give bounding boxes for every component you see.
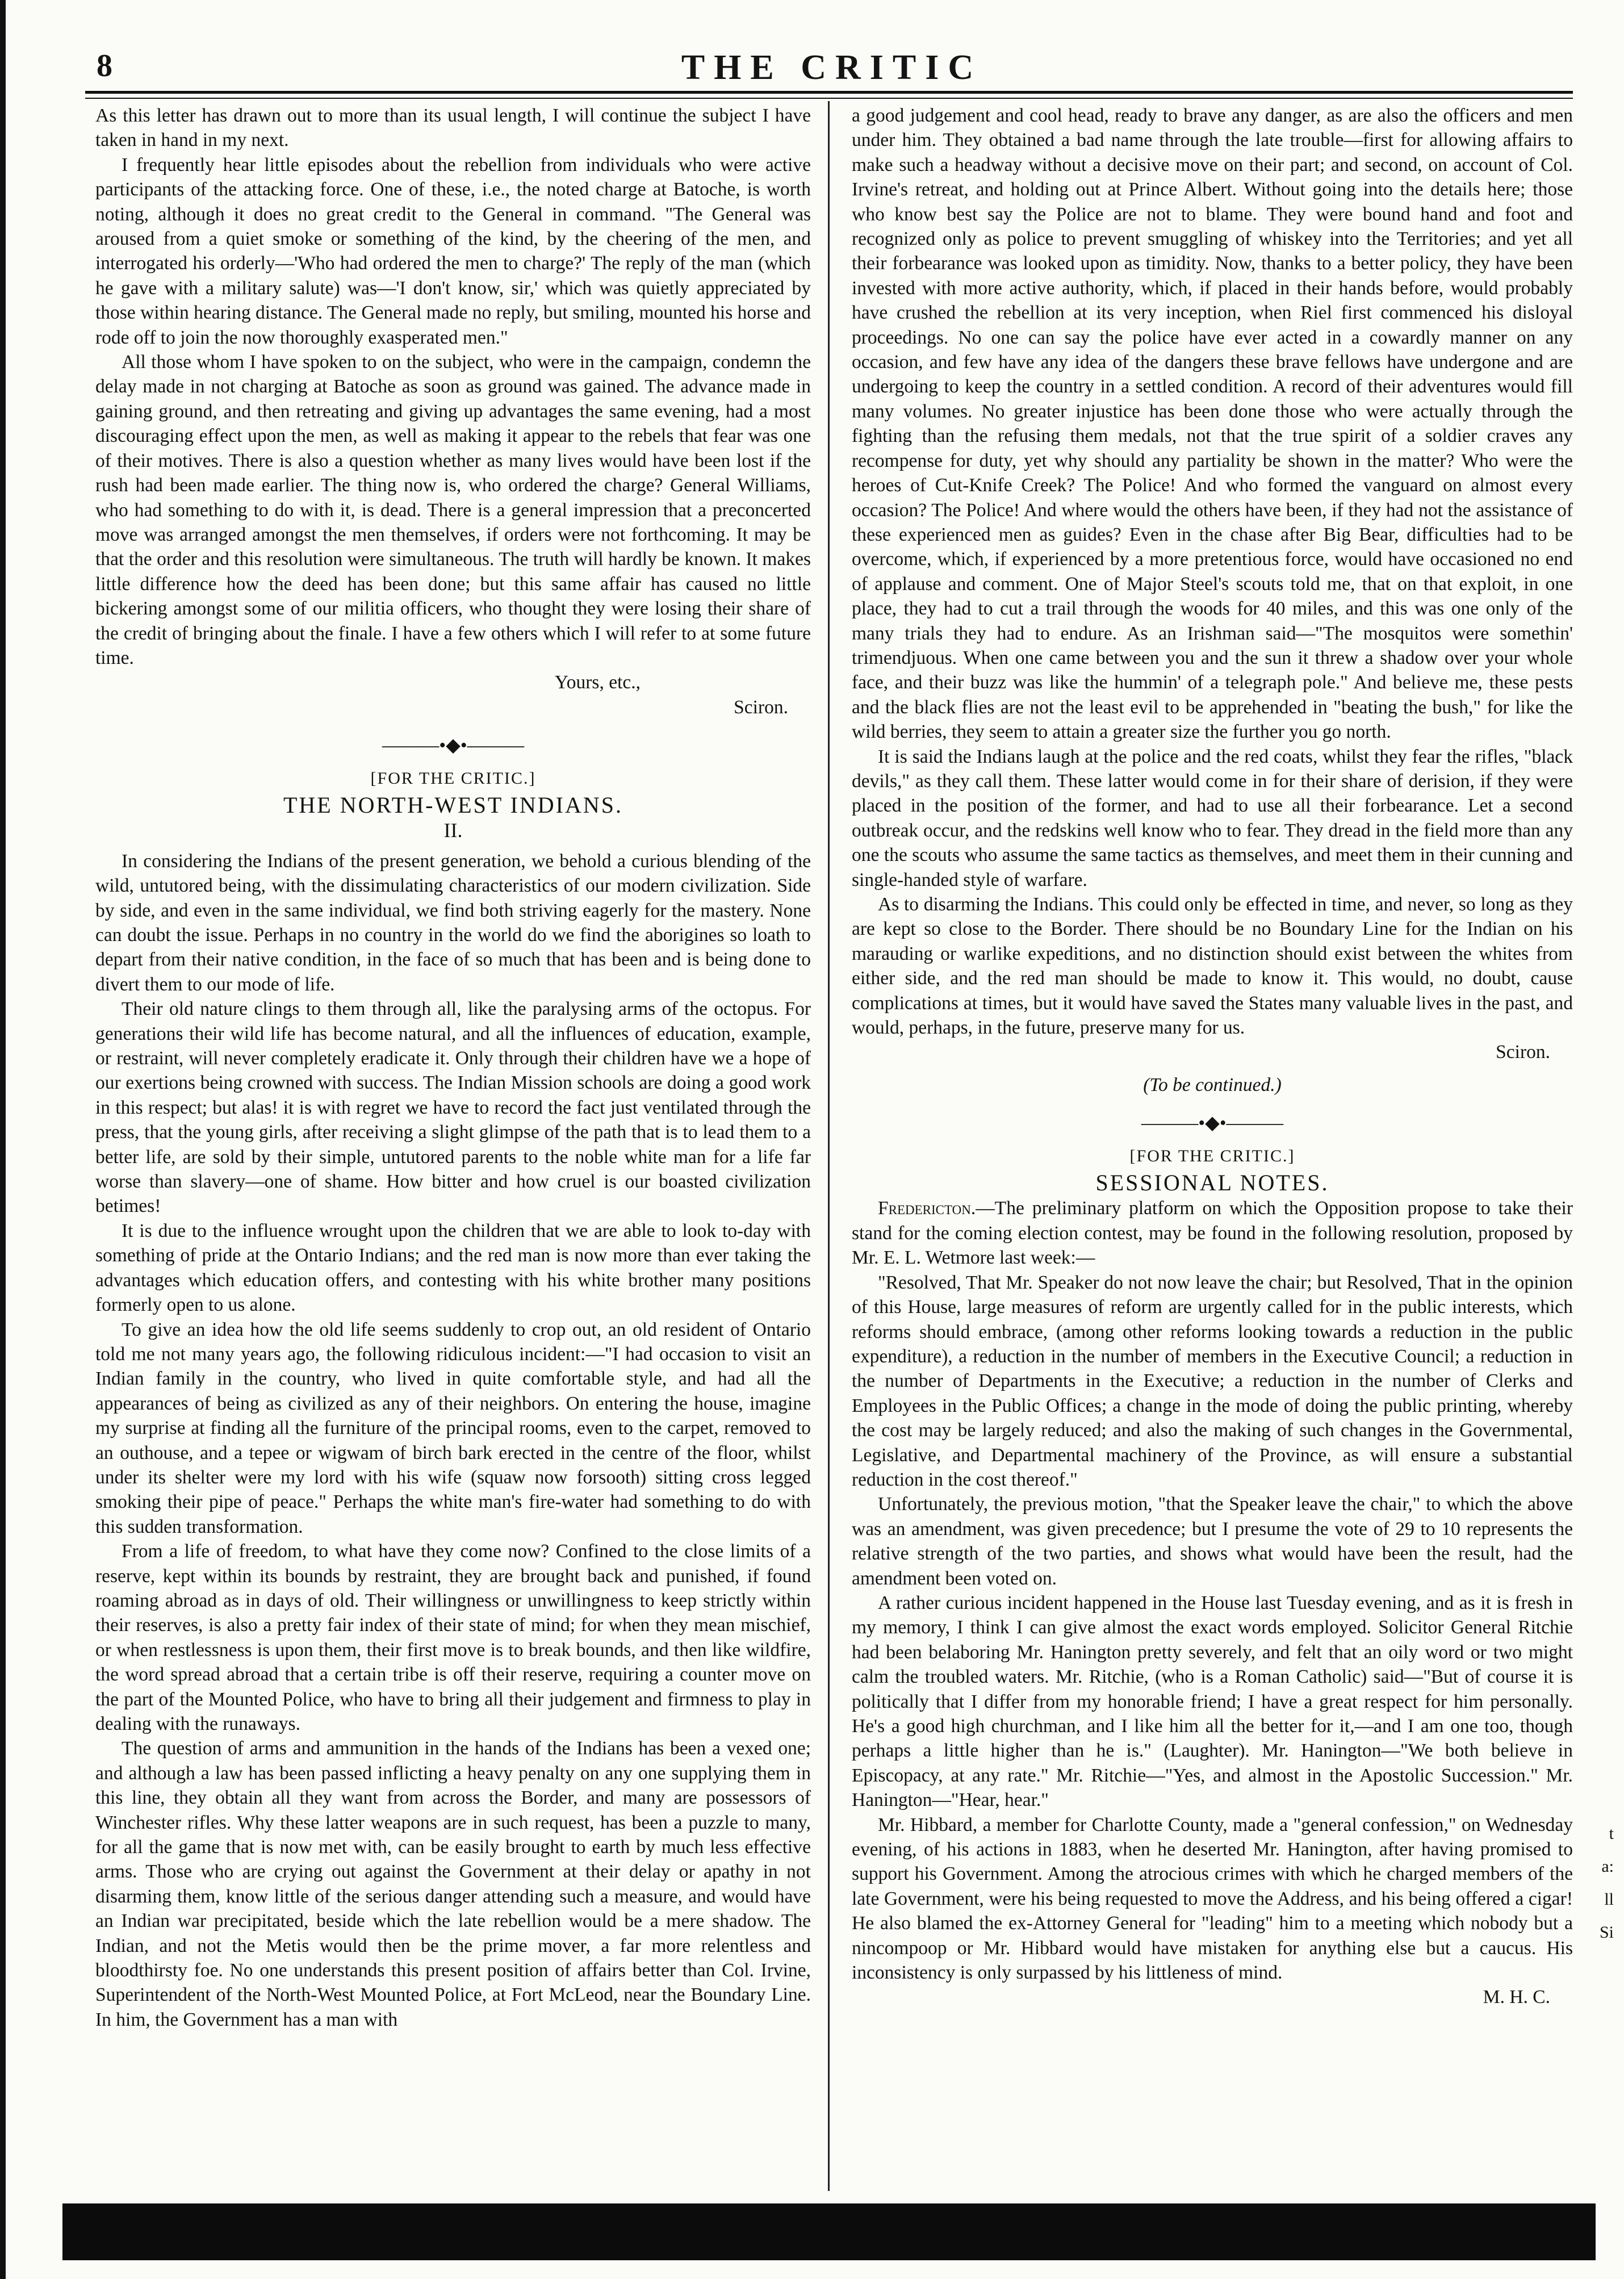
masthead-title: THE CRITIC bbox=[681, 48, 983, 87]
article-paragraph: To give an idea how the old life seems suddenly to crop out, an old resident of Ontario told me not many years ago, the following ridiculous incident:—"I had occasion to visit an Indian family in the country, who lived in quite comfortable style, and had all the appearances of being as civilized as any of their neighbors. On entering the house, imagine my surprise at finding all the furniture of the principal rooms, even to the carpet, removed to an outhouse, and a tepee or wigwam of birch bark erected in the centre of the floor, whilst under its shelter were my lord with his wife (squaw now forsooth) sitting cross legged smoking their pipe of peace." Perhaps the white man's fire-water had something to do with this sudden transformation. bbox=[95, 1319, 811, 1537]
article-kicker: [FOR THE CRITIC.] bbox=[370, 768, 536, 788]
letter-closing: Yours, etc., bbox=[554, 672, 641, 693]
letter-paragraph: As this letter has drawn out to more than its usual length, I will continue the subject I have taken in hand in my next. bbox=[95, 105, 811, 151]
margin-fragment: a: bbox=[1601, 1857, 1614, 1876]
article-paragraph: As to disarming the Indians. This could only be effected in time, and never, so long as they are kept so close to the Border. There should be no Boundary Line for the Indian on his marauding or warlike expeditions, and no distinction should exist between the whites from either side, and the red man should be made to know it. This would, no doubt, cause complications at times, but it would have saved the States many valuable lives in the past, and would, perhaps, in the future, preserve many for us. bbox=[852, 894, 1573, 1039]
margin-fragment: Si bbox=[1599, 1923, 1614, 1942]
page-header bbox=[97, 48, 1567, 87]
page-number: 8 bbox=[97, 48, 112, 83]
to-be-continued: (To be continued.) bbox=[1143, 1074, 1282, 1095]
article-paragraph: A rather curious incident happened in the House last Tuesday evening, and as it is fresh in my memory, I think I can give almost the exact words employed. Solicitor General Ritchie had been belaboring Mr. Hanington pretty severely, and felt that an oily word or two might calm the troubled waters. Mr. Ritchie, (who is a Roman Catholic) said—"But of course it is politically that I differ from my honorable friend; I have a great respect for him personally. He's a good high churchman, and I like him all the better for it,—and I am one too, though perhaps a little higher than he is." (Laughter). Mr. Hanington—"We both believe in Episcopacy, at any rate." Mr. Ritchie—"Yes, and almost in the Apostolic Succession." Mr. Hanington—"Hear, hear." bbox=[852, 1592, 1573, 1811]
article-paragraph: a good judgement and cool head, ready to brave any danger, as are also the officers and men under him. They obtained a bad name through the late trouble—first for allowing affairs to make such a headway without a decisive move on their part; and second, on account of Col. Irvine's retreat, and holding out at Prince Albert. Without going into the details here; those who know best say the Police are not to blame. They were bound hand and foot and recognized only as police to prevent smuggling of whiskey into the Territories; and yet all their forbearance was looked upon as timidity. Now, thanks to a better policy, they have been invested with more active authority, which, if placed in their hands before, would probably have crushed the rebellion at its very inception, when Riel first commenced his disloyal proceedings. No one can say the police have ever acted in a cowardly manner on any occasion, and few have any idea of the dangers these brave fellows have undergone and are undergoing to keep the country in a settled condition. A record of their adventures would fill many volumes. No greater injustice has been done those who were actually through the fighting than the refusing them medals, not that the true spirit of a soldier craves any recompense for duty, yet why should any partiality be shown in the matter? Who were the heroes of Cut-Knife Creek? The Police! And who formed the vanguard on almost every occasion? The Police! And where would the others have been, if they had not the assistance of these experienced men as guides? Even in the chase after Big Bear, difficulties had to be overcome, which, if experienced by a more pretentious force, would have occasioned no end of applause and comment. One of Major Steel's scouts told me, that on that exploit, in one place, they had to cut a trail through the woods for 40 miles, and this was one only of the many trials they had to endure. As an Irishman said—"The mosquitos were somethin' trimendjuous. When one came between you and the sun it threw a shadow over your whole face, and their buzz was like the hummin' of a telegraph pole." And believe me, these pests and the black flies are not the least evil to be apprehended in "beating the bush," for like the wild berries, they seem to attain a greater size the further you go north. bbox=[852, 105, 1573, 743]
header-rule bbox=[85, 91, 1573, 94]
article-numeral: II. bbox=[443, 819, 463, 842]
article-paragraph: Their old nature clings to them through all, like the paralysing arms of the octopus. For generations their wild life has become natural, and all the influences of education, example, or restraint, will never completely eradicate it. Only through their children have we a hope of our exertions being crowned with success. The Indian Mission schools are doing a good work in this respect; but alas! it is with regret we have to record the fact just ventilated through the press, that the young girls, after receiving a slight glimpse of the path that is to lead them to a better life, are sold by their simple, untutored parents to the noble white man for a life far worse than slavery—one of shame. How bitter and how cruel is our boasted civilization betimes! bbox=[95, 998, 811, 1217]
margin-fragment: t bbox=[1609, 1824, 1614, 1843]
margin-fragments bbox=[1600, 1817, 1614, 1949]
article-signature: M. H. C. bbox=[1483, 1987, 1550, 2008]
dateline: Fredericton. bbox=[878, 1198, 976, 1219]
paragraph-text: —The preliminary platform on which the Opposition propose to take their stand for the coming election contest, may be found in the following resolution, proposed by Mr. E. L. Wetmore last week:— bbox=[852, 1198, 1573, 1269]
header-rule-thin bbox=[85, 98, 1573, 99]
article-paragraph: Unfortunately, the previous motion, "that the Speaker leave the chair," to which the above was an amendment, was given precedence; but I presume the vote of 29 to 10 represents the relative strength of the two parties, and shows what would have been the result, had the amendment been voted on. bbox=[852, 1494, 1573, 1589]
article-title: SESSIONAL NOTES. bbox=[1095, 1170, 1329, 1196]
article-paragraph: It is due to the influence wrought upon the children that we are able to look to-day with something of pride at the Ontario Indians; and the red man is now more than ever taking the advantages which education offers, and contesting with his white brother many positions formerly open to us alone. bbox=[95, 1220, 811, 1316]
section-ornament: ———•◆•——— bbox=[1141, 1113, 1284, 1134]
article-paragraph: It is said the Indians laugh at the police and the red coats, whilst they fear the rifles, "black devils," as they call them. These latter would come in for their share of derision, if they were placed in the position of the former, and had to use all their forbearance. Let a second outbreak occur, and the redskins well know who to fear. They dread in the field more than any one the scouts who assume the same tactics as themselves, and meet them in their cunning and single-handed style of warfare. bbox=[852, 746, 1573, 890]
article-paragraph: In considering the Indians of the present generation, we behold a curious blending of the wild, untutored being, with the dissimulating characteristics of our modern civilization. Side by side, and even in the same individual, we find both striving eagerly for the mastery. None can doubt the issue. Perhaps in no country in the world do we find the aborigines so loath to depart from their native condition, in the face of so much that has been and is being done to divert them to our mode of life. bbox=[95, 850, 811, 995]
article-paragraph: Mr. Hibbard, a member for Charlotte County, made a "general confession," on Wednesday evening, of his actions in 1883, when he deserted Mr. Hanington, after having promised to support his Government. Among the atrocious crimes with which he charged members of the late Government, were his being requested to move the Address, and his being offered a cigar! He also blamed the ex-Attorney General for "leading" him to a meeting which nobody but a nincompoop or Mr. Hibbard would have mistaken for anything else but a caucus. His inconsistency is only surpassed by his littleness of mind. bbox=[852, 1814, 1573, 1984]
article-paragraph: From a life of freedom, to what have they come now? Confined to the close limits of a reserve, kept within its bounds by restraint, they are brought back and punished, if found roaming abroad as in days of old. Their willingness or unwillingness to keep strictly within their reserves, is also a pretty fair index of their state of mind; for when they mean mischief, or when restlessness is upon them, their first move is to break bounds, and then like wildfire, the word spread abroad that a certain tribe is off their reserve, requiring a counter move on the part of the Mounted Police, who have to bring all their judgement and firmness to play in dealing with the runaways. bbox=[95, 1541, 811, 1734]
letter-paragraph: I frequently hear little episodes about the rebellion from individuals who were active participants of the attacking force. One of these, i.e., the noted charge at Batoche, is worth noting, although it does no great credit to the General in command. "The General was aroused from a quiet smoke or something of the kind, by the cheering of the men, and interrogated his orderly—'Who had ordered the men to charge?' The reply of the man (which he gave with a military salute) was—'I don't know, sir,' which was quietly appreciated by those within hearing distance. The General made no reply, but smiling, mounted his horse and rode off to join the now thoroughly exasperated men." bbox=[95, 154, 811, 348]
letter-signature: Sciron. bbox=[734, 696, 788, 718]
section-ornament: ———•◆•——— bbox=[382, 735, 525, 756]
article-paragraph: The question of arms and ammunition in the hands of the Indians has been a vexed one; and although a law has been passed inflicting a heavy penalty on any one supplying them in this line, they obtain all they want from across the Border, and many are possessors of Winchester rifles. Why these latter weapons are in such request, has been a puzzle to many, for all the game that is now met with, can be easily brought to earth by much less effective arms. Those who are crying out against the Government at their delay or apathy in not disarming them, know little of the serious danger attending such a measure, and would have an Indian war precipitated, beside which the late rebellion would be a mere shadow. The Indian, and not the Metis would then be the prime mover, a far more relentless and bloodthirsty foe. No one understands this present position of affairs better than Col. Irvine, Superintendent of the North-West Mounted Police, at Fort McLeod, near the Boundary Line. In him, the Government has a man with bbox=[95, 1738, 811, 2030]
right-column bbox=[852, 103, 1573, 2010]
article-paragraph bbox=[852, 1196, 1573, 1270]
margin-fragment: ll bbox=[1604, 1890, 1614, 1909]
letter-paragraph: All those whom I have spoken to on the subject, who were in the campaign, condemn the delay made in not charging at Batoche as soon as ground was gained. The advance made in gaining ground, and then retreating and giving up advantages the same evening, had a most discouraging effect upon the men, as well as making it appear to the rebels that fear was one of their motives. There is also a question whether as many lives would have been lost if the rush had been made earlier. The thing now is, who ordered the charge? General Williams, who had something to do with it, is dead. There is a general impression that a preconcerted move was arranged amongst the men themselves, if orders were not forthcoming. It may be that the order and this resolution were simultaneous. The truth will hardly be known. It makes little difference how the deed has been done; but this same affair has caused no little bickering amongst some of our militia officers, who thought they were losing their share of the credit of bringing about the finale. I have a few others which I will refer to at some future time. bbox=[95, 352, 811, 668]
article-kicker: [FOR THE CRITIC.] bbox=[1129, 1146, 1295, 1165]
article-signature: Sciron. bbox=[1496, 1042, 1550, 1063]
scan-edge bbox=[0, 0, 6, 2279]
scan-bottom-bar bbox=[62, 2203, 1596, 2260]
column-divider bbox=[828, 101, 830, 2191]
left-column bbox=[95, 103, 811, 2032]
resolution-quote: "Resolved, That Mr. Speaker do not now leave the chair; but Resolved, That in the opinion of this House, large measures of reform are urgently called for in the public interests, which reforms should embrace, (among other reforms looking towards a reduction in the public expenditure), a reduction in the number of members in the Executive Council; a reduction in the number of Departments in the Executive; a reduction in the number of Clerks and Employees in the Public Offices; a change in the mode of doing the public printing, whereby the cost may be largely reduced; and also the making of such changes in the Governmental, Legislative, and Departmental machinery of the Province, as will ensure a substantial reduction in the cost thereof." bbox=[852, 1272, 1573, 1490]
article-title: THE NORTH-WEST INDIANS. bbox=[283, 792, 623, 818]
